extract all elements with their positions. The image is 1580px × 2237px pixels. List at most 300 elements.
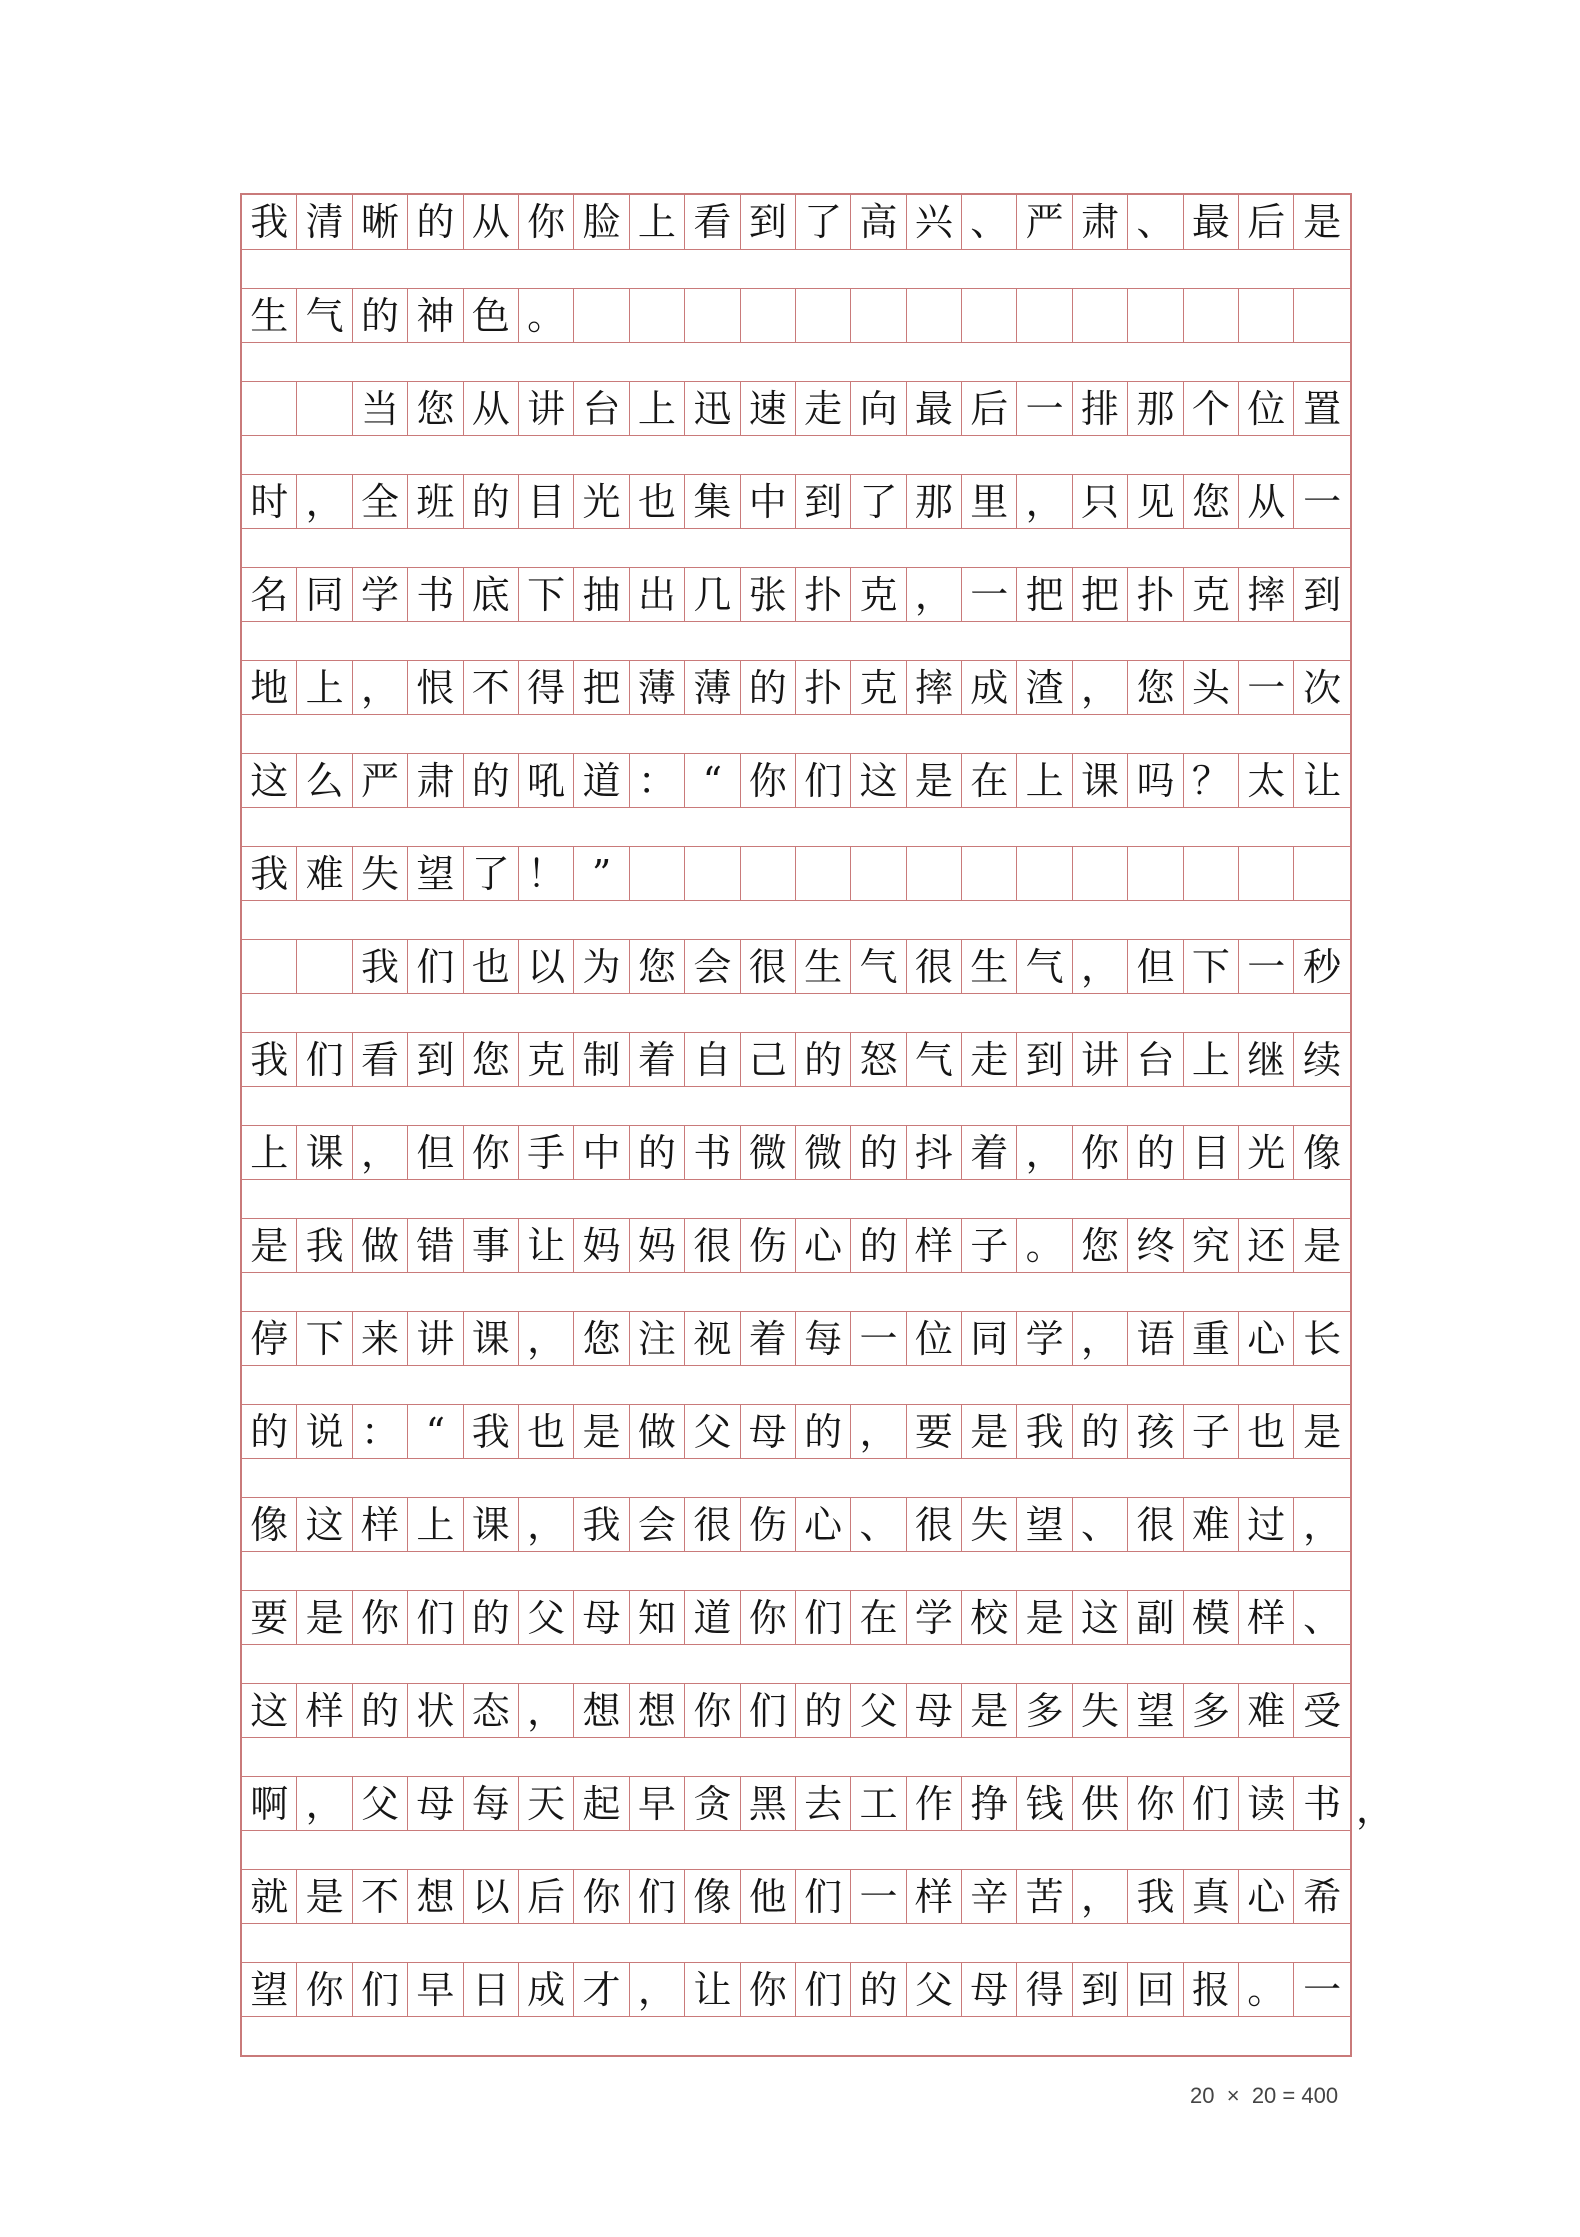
grid-cell: 来: [353, 1312, 408, 1365]
grid-cell: 书: [408, 568, 463, 621]
grid-cell: ，: [519, 1684, 574, 1737]
grid-cell: 语: [1128, 1312, 1183, 1365]
grid-cell: 的: [851, 1126, 906, 1179]
grid-cell: 色: [464, 289, 519, 342]
grid-cell: [907, 289, 962, 342]
grid-row: [242, 1776, 1350, 1831]
grid-cell: 脸: [574, 195, 629, 249]
grid-row: [242, 1125, 1350, 1180]
grid-cell: 气: [851, 940, 906, 993]
grid-row: [242, 1032, 1350, 1087]
grid-cell: 吼: [519, 754, 574, 807]
grid-cell: [630, 847, 685, 900]
grid-cell: 说: [297, 1405, 352, 1458]
grid-cell: 台: [574, 382, 629, 435]
grid-cell: 的: [353, 1684, 408, 1737]
grid-cell: 妈: [630, 1219, 685, 1272]
grid-cell: 想: [574, 1684, 629, 1737]
grid-cell: 工: [851, 1777, 906, 1830]
grid-cell: [297, 382, 352, 435]
grid-cell: 上: [630, 382, 685, 435]
grid-cell: 心: [1239, 1312, 1294, 1365]
grid-cell: [796, 847, 851, 900]
grid-cell: 光: [1239, 1126, 1294, 1179]
grid-row: [242, 1869, 1350, 1924]
grid-cell: 上: [1184, 1033, 1239, 1086]
grid-cell: 只: [1073, 475, 1128, 528]
grid-cell: 、: [962, 195, 1017, 249]
grid-cell: ？: [1184, 754, 1239, 807]
grid-cell: 同: [297, 568, 352, 621]
grid-cell: 每: [796, 1312, 851, 1365]
grid-cell: ，: [1073, 1312, 1128, 1365]
grid-cell: 的: [353, 289, 408, 342]
grid-row: [242, 660, 1350, 715]
grid-cell: 样: [353, 1498, 408, 1551]
grid-cell: 父: [519, 1591, 574, 1644]
grid-cell: 课: [464, 1498, 519, 1551]
grid-cell: 当: [353, 382, 408, 435]
grid-cell: 会: [630, 1498, 685, 1551]
grid-cell: 你: [741, 754, 796, 807]
grid-cell: 走: [962, 1033, 1017, 1086]
grid-cell: ，: [1017, 475, 1072, 528]
grid-cell: 子: [962, 1219, 1017, 1272]
grid-cell: 我: [574, 1498, 629, 1551]
grid-cell: 一: [962, 568, 1017, 621]
grid-cell: 去: [796, 1777, 851, 1830]
grid-cell: 望: [242, 1963, 297, 2016]
grid-cell: 父: [851, 1684, 906, 1737]
grid-cell: 名: [242, 568, 297, 621]
grid-row: [242, 846, 1350, 901]
grid-cell: [1184, 847, 1239, 900]
grid-cell: 、: [1073, 1498, 1128, 1551]
grid-cell: 克: [851, 568, 906, 621]
grid-cell: 集: [685, 475, 740, 528]
grid-row: [242, 474, 1350, 529]
grid-cell: 们: [408, 940, 463, 993]
grid-cell: 是: [574, 1405, 629, 1458]
grid-cell: 难: [1184, 1498, 1239, 1551]
grid-cell: 他: [741, 1870, 796, 1923]
grid-cell: 后: [962, 382, 1017, 435]
grid-cell: 事: [464, 1219, 519, 1272]
grid-cell: 要: [907, 1405, 962, 1458]
grid-cell: 的: [408, 195, 463, 249]
grid-cell: 克: [1184, 568, 1239, 621]
grid-cell: 停: [242, 1312, 297, 1365]
grid-cell: 看: [353, 1033, 408, 1086]
grid-cell: ，: [297, 475, 352, 528]
grid-cell: 全: [353, 475, 408, 528]
grid-cell: 吗: [1128, 754, 1183, 807]
grid-cell: 您: [1184, 475, 1239, 528]
grid-cell: 读: [1239, 1777, 1294, 1830]
grid-cell: 晰: [353, 195, 408, 249]
grid-row: [242, 1590, 1350, 1645]
grid-cell: 伤: [741, 1498, 796, 1551]
grid-cell: 的: [1073, 1405, 1128, 1458]
grid-cell: 这: [297, 1498, 352, 1551]
grid-cell: 续: [1303, 1037, 1342, 1082]
grid-cell: 是: [962, 1405, 1017, 1458]
grid-cell: 是: [1303, 200, 1342, 244]
grid-cell: 书: [1303, 1781, 1342, 1826]
grid-cell: 态: [464, 1684, 519, 1737]
grid-cell: 一: [1303, 1967, 1342, 2012]
grid-cell: 的: [796, 1684, 851, 1737]
grid-row: [242, 1311, 1350, 1366]
grid-cell: ：: [630, 754, 685, 807]
grid-cell: 你: [741, 1591, 796, 1644]
grid-cell: 制: [574, 1033, 629, 1086]
grid-cell: 辛: [962, 1870, 1017, 1923]
grid-cell: 知: [630, 1591, 685, 1644]
grid-cell: 们: [796, 754, 851, 807]
grid-cell: [962, 847, 1017, 900]
grid-cell: 上: [297, 661, 352, 714]
grid-cell: 们: [630, 1870, 685, 1923]
grid-cell: 严: [1017, 195, 1072, 249]
grid-cell: 道: [574, 754, 629, 807]
grid-cell: 一: [851, 1312, 906, 1365]
grid-cell: ，: [1303, 1502, 1342, 1547]
grid-row: [242, 381, 1350, 436]
grid-cell: 己: [741, 1033, 796, 1086]
grid-cell: 母: [574, 1591, 629, 1644]
grid-cell: [1294, 847, 1349, 900]
grid-cell: 失: [353, 847, 408, 900]
grid-cell: 生: [796, 940, 851, 993]
grid-cell: 做: [353, 1219, 408, 1272]
grid-cell: 我: [353, 940, 408, 993]
grid-cell: 做: [630, 1405, 685, 1458]
grid-cell: [242, 382, 297, 435]
grid-cell: 挣: [962, 1777, 1017, 1830]
grid-cell: 扑: [1128, 568, 1183, 621]
grid-cell: 上: [408, 1498, 463, 1551]
grid-cell: 是: [962, 1684, 1017, 1737]
grid-cell: 我: [297, 1219, 352, 1272]
grid-cell: 次: [1303, 665, 1342, 710]
grid-cell: 我: [1017, 1405, 1072, 1458]
grid-cell: 克: [519, 1033, 574, 1086]
grid-cell: 们: [741, 1684, 796, 1737]
grid-cell: 的: [464, 754, 519, 807]
grid-cell: 报: [1184, 1963, 1239, 2016]
grid-cell: 一: [1239, 661, 1294, 714]
grid-cell: [685, 847, 740, 900]
grid-row: [242, 288, 1350, 343]
grid-cell: 的: [796, 1033, 851, 1086]
grid-cell: 会: [685, 940, 740, 993]
grid-cell: 后: [1239, 195, 1294, 249]
grid-cell: 父: [907, 1963, 962, 2016]
grid-cell: 上: [630, 195, 685, 249]
grid-cell: 望: [408, 847, 463, 900]
grid-cell: 是: [297, 1591, 352, 1644]
grid-cell: 不: [353, 1870, 408, 1923]
grid-cell: [1017, 847, 1072, 900]
grid-cell: 你: [464, 1126, 519, 1179]
grid-cell: 很: [741, 940, 796, 993]
grid-cell: 摔: [1239, 568, 1294, 621]
grid-cell: 气: [1017, 940, 1072, 993]
grid-cell: 子: [1184, 1405, 1239, 1458]
grid-cell: 模: [1184, 1591, 1239, 1644]
grid-cell: 得: [1017, 1963, 1072, 2016]
grid-cell: 作: [907, 1777, 962, 1830]
grid-cell: 成: [962, 661, 1017, 714]
grid-cell: 从: [464, 382, 519, 435]
grid-cell: 样: [297, 1684, 352, 1737]
grid-cell: [1294, 289, 1349, 342]
grid-cell: ，: [297, 1777, 352, 1830]
grid-cell: 你: [297, 1963, 352, 2016]
grid-cell: 你: [353, 1591, 408, 1644]
grid-cell: 速: [741, 382, 796, 435]
grid-cell: 也: [519, 1405, 574, 1458]
grid-cell: [1017, 289, 1072, 342]
grid-cell: 以: [519, 940, 574, 993]
grid-cell: 肃: [408, 754, 463, 807]
grid-cell: 母: [741, 1405, 796, 1458]
grid-cell: 我: [1128, 1870, 1183, 1923]
grid-cell: 望: [1017, 1498, 1072, 1551]
grid-row: [242, 1404, 1350, 1459]
grid-cell: 。: [519, 289, 574, 342]
grid-cell: 早: [408, 1963, 463, 2016]
grid-cell: 您: [1073, 1219, 1128, 1272]
grid-cell: 位: [907, 1312, 962, 1365]
grid-cell: 们: [796, 1591, 851, 1644]
grid-row: [242, 1683, 1350, 1738]
grid-cell: 受: [1303, 1688, 1342, 1733]
grid-cell: 样: [907, 1219, 962, 1272]
grid-cell: 见: [1128, 475, 1183, 528]
grid-row: [242, 753, 1350, 808]
grid-cell: 回: [1128, 1963, 1183, 2016]
grid-cell: 是: [297, 1870, 352, 1923]
grid-row: [242, 195, 1350, 250]
composition-grid-paper: [240, 193, 1352, 2057]
grid-cell: 个: [1184, 382, 1239, 435]
grid-cell: [741, 289, 796, 342]
grid-cell: 生: [242, 289, 297, 342]
grid-cell: 课: [464, 1312, 519, 1365]
grid-cell: 我: [242, 1033, 297, 1086]
grid-cell: 希: [1303, 1874, 1342, 1919]
grid-cell: [741, 847, 796, 900]
grid-cell: 样: [907, 1870, 962, 1923]
grid-cell: 中: [574, 1126, 629, 1179]
grid-cell: 让: [1303, 758, 1342, 803]
grid-cell: 心: [796, 1219, 851, 1272]
grid-cell: ！: [519, 847, 574, 900]
grid-cell: 位: [1239, 382, 1294, 435]
grid-cell: 您: [574, 1312, 629, 1365]
grid-cell: ，: [907, 568, 962, 621]
grid-cell: 神: [408, 289, 463, 342]
grid-cell: [796, 289, 851, 342]
grid-cell: 。: [1239, 1963, 1294, 2016]
grid-cell: 向: [851, 382, 906, 435]
grid-cell: 妈: [574, 1219, 629, 1272]
footer-times: ×: [1226, 2083, 1240, 2108]
grid-cell: 迅: [685, 382, 740, 435]
grid-cell: 。: [1017, 1219, 1072, 1272]
grid-cell: ，: [353, 661, 408, 714]
grid-row: [242, 567, 1350, 622]
grid-cell: 是: [1303, 1409, 1342, 1454]
grid-cell: 上: [1017, 754, 1072, 807]
grid-cell: 到: [1073, 1963, 1128, 2016]
grid-cell: 供: [1073, 1777, 1128, 1830]
grid-cell: 是: [242, 1219, 297, 1272]
grid-cell: 贪: [685, 1777, 740, 1830]
grid-cell: 地: [242, 661, 297, 714]
grid-cell: 长: [1303, 1316, 1342, 1361]
grid-cell: 心: [1239, 1870, 1294, 1923]
grid-cell: 我: [242, 847, 297, 900]
grid-cell: 究: [1184, 1219, 1239, 1272]
grid-cell: 您: [630, 940, 685, 993]
grid-cell: 也: [464, 940, 519, 993]
grid-cell: 很: [1128, 1498, 1183, 1551]
grid-cell: 底: [464, 568, 519, 621]
grid-cell: 还: [1239, 1219, 1294, 1272]
grid-cell: 上: [242, 1126, 297, 1179]
grid-cell: 里: [962, 475, 1017, 528]
grid-cell: 也: [1239, 1405, 1294, 1458]
footer-rows: 20 = 400: [1251, 2083, 1339, 2108]
grid-cell: 在: [851, 1591, 906, 1644]
grid-count-footer: [1190, 2083, 1338, 2109]
grid-cell: 真: [1184, 1870, 1239, 1923]
grid-cell: 您: [1128, 661, 1183, 714]
grid-cell: 是: [907, 754, 962, 807]
grid-cell: 日: [464, 1963, 519, 2016]
grid-cell: 严: [353, 754, 408, 807]
grid-cell: 你: [1128, 1777, 1183, 1830]
grid-cell: 你: [685, 1684, 740, 1737]
grid-cell: 后: [519, 1870, 574, 1923]
grid-cell: 的: [630, 1126, 685, 1179]
grid-cell: 克: [851, 661, 906, 714]
grid-cell: 目: [1184, 1126, 1239, 1179]
grid-cell: 要: [242, 1591, 297, 1644]
grid-cell: 下: [297, 1312, 352, 1365]
grid-cell: 母: [962, 1963, 1017, 2016]
grid-cell: 讲: [1073, 1033, 1128, 1086]
grid-cell: 黑: [741, 1777, 796, 1830]
grid-cell: 头: [1184, 661, 1239, 714]
grid-cell: 下: [519, 568, 574, 621]
grid-cell: 早: [630, 1777, 685, 1830]
grid-cell: 父: [685, 1405, 740, 1458]
grid-cell: ：: [353, 1405, 408, 1458]
grid-cell: 想: [408, 1870, 463, 1923]
grid-cell: 的: [242, 1405, 297, 1458]
grid-cell: ，: [1017, 1126, 1072, 1179]
grid-cell: 着: [630, 1033, 685, 1086]
grid-cell: 很: [685, 1219, 740, 1272]
grid-cell: 像: [242, 1498, 297, 1551]
grid-cell: 很: [907, 1498, 962, 1551]
grid-cell: 一: [1017, 382, 1072, 435]
grid-cell: 继: [1239, 1033, 1294, 1086]
grid-cell: 这: [242, 1684, 297, 1737]
grid-cell: [1073, 847, 1128, 900]
grid-cell: 望: [1128, 1684, 1183, 1737]
grid-cell: 像: [685, 1870, 740, 1923]
grid-cell: [1128, 847, 1183, 900]
grid-cell: 恨: [408, 661, 463, 714]
grid-cell: 中: [741, 475, 796, 528]
grid-cell: 目: [519, 475, 574, 528]
grid-cell: 气: [907, 1033, 962, 1086]
grid-cell: 们: [353, 1963, 408, 2016]
grid-cell: 把: [1073, 568, 1128, 621]
grid-cell: ，: [1073, 1870, 1128, 1923]
grid-cell: 到: [1017, 1033, 1072, 1086]
grid-cell: 终: [1128, 1219, 1183, 1272]
grid-cell: 天: [519, 1777, 574, 1830]
grid-cell: 台: [1128, 1033, 1183, 1086]
grid-cell: 苦: [1017, 1870, 1072, 1923]
grid-cell: 在: [962, 754, 1017, 807]
grid-cell: 校: [962, 1591, 1017, 1644]
grid-cell: 扑: [796, 661, 851, 714]
grid-cell: 从: [1239, 475, 1294, 528]
grid-cell: [851, 289, 906, 342]
grid-cell: 心: [796, 1498, 851, 1551]
grid-cell: 扑: [796, 568, 851, 621]
grid-cell: 啊: [242, 1777, 297, 1830]
grid-cell: 、: [1303, 1595, 1342, 1640]
grid-cell: 每: [464, 1777, 519, 1830]
grid-cell: 生: [962, 940, 1017, 993]
grid-cell: 把: [574, 661, 629, 714]
grid-cell: 像: [1303, 1130, 1342, 1175]
grid-cell: 气: [297, 289, 352, 342]
grid-cell: “: [408, 1405, 463, 1458]
grid-cell: [1128, 289, 1183, 342]
grid-row: [242, 1962, 1350, 2017]
grid-cell: ，: [1073, 661, 1128, 714]
grid-cell: 班: [408, 475, 463, 528]
grid-cell: 到: [1303, 572, 1342, 617]
grid-cell: 肃: [1073, 195, 1128, 249]
grid-cell: 注: [630, 1312, 685, 1365]
grid-cell: 才: [574, 1963, 629, 2016]
grid-cell: 摔: [907, 661, 962, 714]
grid-cell: 起: [574, 1777, 629, 1830]
grid-cell: ，: [630, 1963, 685, 2016]
grid-cell: 那: [907, 475, 962, 528]
grid-cell: 兴: [907, 195, 962, 249]
grid-cell: 书: [685, 1126, 740, 1179]
grid-cell: “: [685, 754, 740, 807]
grid-cell: 们: [408, 1591, 463, 1644]
grid-cell: 你: [519, 195, 574, 249]
grid-cell: 看: [685, 195, 740, 249]
grid-cell: 成: [519, 1963, 574, 2016]
grid-cell: 你: [1073, 1126, 1128, 1179]
grid-cell: 把: [1017, 568, 1072, 621]
grid-cell: 让: [685, 1963, 740, 2016]
